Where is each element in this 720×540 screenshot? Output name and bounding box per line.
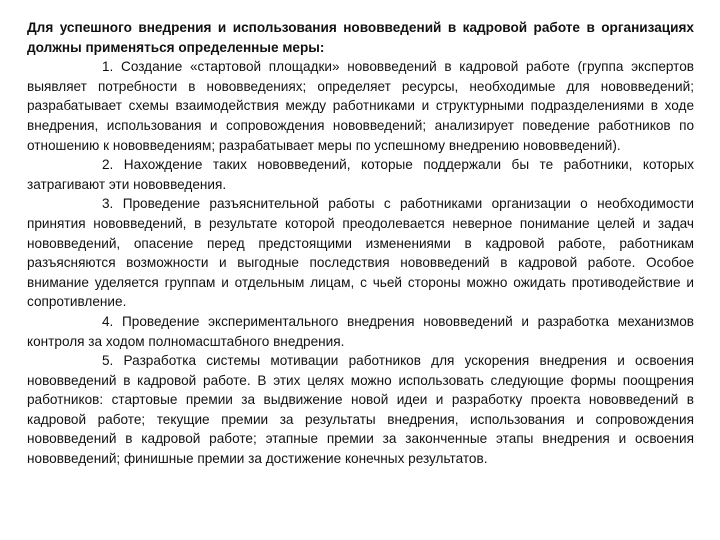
document-heading: Для успешного внедрения и использования нововведений в кадровой работе в организациях должны применяться определенные меры:	[27, 20, 694, 55]
measure-paragraph-2: 2. Нахождение таких нововведений, которые поддержали бы те работники, которых затрагивают эти нововведения.	[27, 157, 694, 192]
measure-paragraph-1: 1. Создание «стартовой площадки» нововведений в кадровой работе (группа экспертов выявляет потребности в нововведениях; определяет ресурсы, необходимые для нововведений; разрабатывает схемы взаимодействия между работниками и структурными подразделениями в ходе внедрения, использования и сопровождения нововведений; анализирует поведение работников по отношению к нововведениям; разрабатывает меры по успешному внедрению нововведений).	[27, 59, 694, 153]
measure-paragraph-4: 4. Проведение экспериментального внедрения нововведений и разработка механизмов контроля за ходом полномасштабного внедрения.	[27, 313, 694, 349]
measure-paragraph-5: 5. Разработка системы мотивации работников для ускорения внедрения и освоения нововведений в кадровой работе. В этих целях можно использовать следующие формы поощрения работников: стартовые премии за выдвижение новой идеи и разработку проекта нововведений в кадровой работе; текущие премии за результаты внедрения, использования и сопровождения нововведений в кадровой работе; этапные премии за законченные этапы внедрения и освоения нововведений; финишные премии за достижение конечных результатов.	[27, 353, 694, 467]
measure-paragraph-3: 3. Проведение разъяснительной работы с работниками организации о необходимости принятия нововведений, в результате которой преодолевается неверное понимание целей и задач нововведений, опасение перед предстоящими изменениями в кадровой работе, работникам разъясняются возможности и выгодные последствия нововведений в кадровой работе. Особое внимание уделяется группам и отдельным лицам, с чьей стороны можно ожидать противодействие и сопротивление.	[27, 196, 694, 310]
document-page	[27, 18, 694, 469]
